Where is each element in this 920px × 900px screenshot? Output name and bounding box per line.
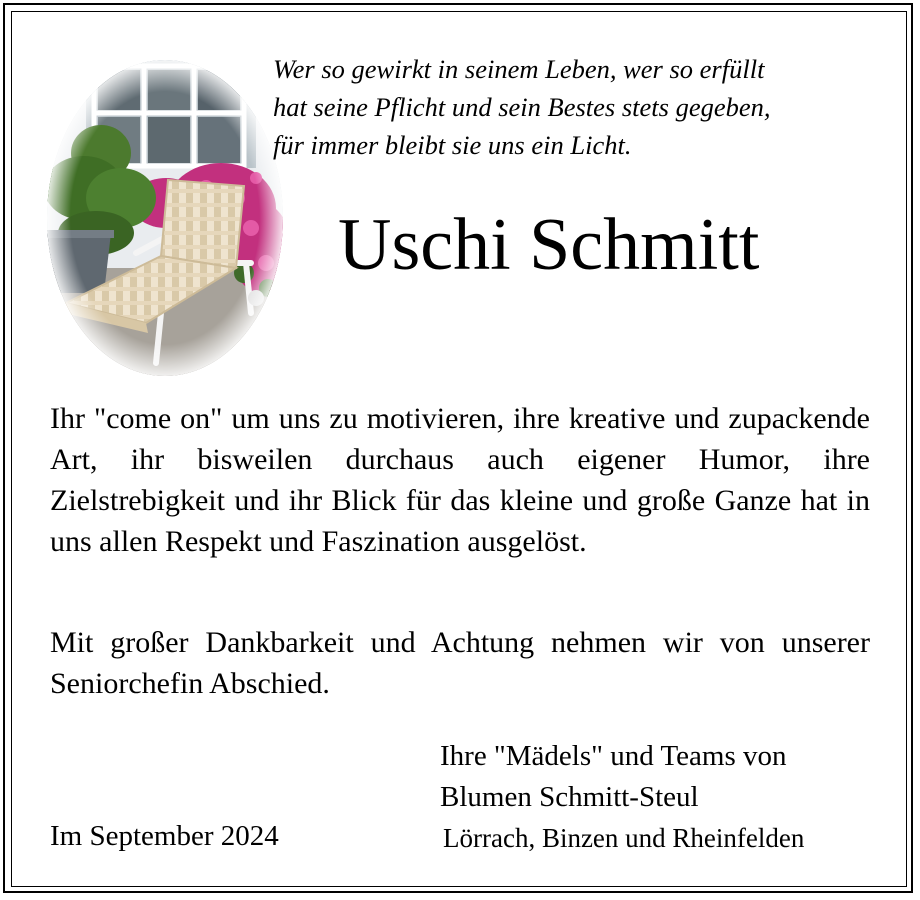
poem-line: hat seine Pflicht und sein Bestes stets gegeben, [273,92,771,122]
signature-company: Blumen Schmitt-Steul [440,781,699,813]
deceased-name: Uschi Schmitt [338,204,760,286]
signature-locations: Lörrach, Binzen und Rheinfelden [443,823,805,853]
memorial-poem [273,50,883,164]
signature-line: Ihre "Mädels" und Teams von [440,740,787,772]
tribute-paragraph: Ihr "come on" um uns zu motivieren, ihre kreative und zupackende Art, ihr bisweilen durchaus auch eigener Humor, ihre Zielstrebigkeit und ihr Blick für das kleine und große Ganze hat in uns allen Respekt und Faszination ausgelöst. [50,402,870,558]
poem-line: Wer so gewirkt in seinem Leben, wer so erfüllt [273,54,765,84]
notice-date: Im September 2024 [50,820,279,852]
farewell-paragraph: Mit großer Dankbarkeit und Achtung nehmen wir von unserer Seniorchefin Abschied. [50,626,870,700]
signature-block [440,736,804,859]
garden-lounger-photo [46,58,284,378]
poem-line: für immer bleibt sie uns ein Licht. [273,130,632,160]
